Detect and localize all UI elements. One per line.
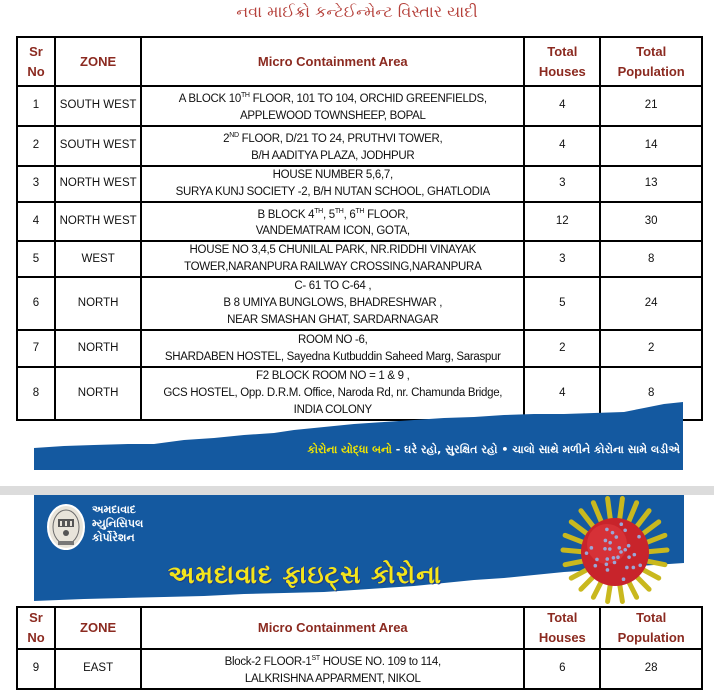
area-line: A BLOCK 10TH FLOOR, 101 TO 104, ORCHID GREENFIELDS, (178, 92, 487, 105)
virus-dot (612, 556, 616, 560)
org-line-3: કોર્પોરેશન (92, 531, 135, 544)
cell-zone: NORTH (55, 277, 141, 330)
table-row (17, 166, 702, 202)
table-row (17, 330, 702, 367)
virus-dot (608, 541, 612, 545)
table-row (17, 277, 702, 330)
virus-dot (605, 557, 609, 561)
cell-sr-no: 6 (17, 277, 55, 330)
header-area: Micro Containment Area (141, 37, 524, 86)
slogan-highlight: કોરોના યોદ્ધા બનો (307, 443, 392, 456)
table-row (17, 126, 702, 166)
cell-houses: 5 (524, 277, 600, 330)
cell-houses: 4 (524, 367, 600, 420)
header-population: Total Population (600, 37, 702, 86)
table-row (17, 649, 702, 689)
virus-dot (606, 568, 610, 572)
cell-sr-no: 2 (17, 126, 55, 166)
area-line: SURYA KUNJ SOCIETY -2, B/H NUTAN SCHOOL, GHATLODIA (175, 185, 490, 198)
virus-dot (593, 564, 597, 568)
table-row (17, 202, 702, 242)
area-line: NEAR SMASHAN GHAT, SARDARNAGAR (227, 314, 439, 327)
cell-zone: NORTH WEST (55, 202, 141, 242)
area-line: C- 61 TO C-64 , (294, 280, 372, 293)
table-header-row (17, 607, 702, 649)
area-line: HOUSE NO 3,4,5 CHUNILAL PARK, NR.RIDDHI VINAYAK (189, 244, 477, 257)
area-line: INDIA COLONY (293, 404, 372, 417)
virus-dot (627, 555, 631, 559)
slogan-rest: - ઘરે રહો, સુરક્ષિત રહો • ચાલો સાથે મળીને કોરોના સામે લડીએ (391, 443, 680, 456)
header-zone: ZONE (55, 37, 141, 86)
coronavirus-icon (555, 492, 675, 608)
cell-sr-no: 5 (17, 241, 55, 277)
page-title: નવા માઈક્રો કન્ટેઈન્મેન્ટ વિસ્તાર યાદી (236, 2, 478, 21)
slogan-text (140, 443, 680, 457)
amc-emblem-icon (46, 503, 86, 551)
virus-dot (619, 522, 623, 526)
cell-area (141, 126, 524, 166)
cell-population: 8 (600, 241, 702, 277)
table-row (17, 241, 702, 277)
virus-dot (585, 551, 589, 555)
virus-dot (632, 566, 636, 570)
area-line: ROOM NO -6, (298, 333, 368, 346)
area-line: SHARDABEN HOSTEL, Sayedna Kutbuddin Saheed Marg, Saraspur (164, 350, 501, 363)
virus-dot (608, 547, 612, 551)
virus-dot (603, 547, 607, 551)
cell-houses: 4 (524, 126, 600, 166)
cell-area (141, 649, 524, 689)
virus-dot (625, 566, 629, 570)
virus-dot (622, 577, 626, 581)
cell-population: 8 (600, 367, 702, 420)
virus-dot (638, 563, 642, 567)
cell-zone: NORTH WEST (55, 166, 141, 202)
virus-dot (611, 531, 615, 535)
cell-population: 2 (600, 330, 702, 367)
table-body (17, 86, 702, 420)
cell-sr-no: 3 (17, 166, 55, 202)
cell-population: 24 (600, 277, 702, 330)
virus-dot (617, 546, 621, 550)
cell-area (141, 241, 524, 277)
table-header-row (17, 37, 702, 86)
area-line: VANDEMATRAM ICON, GOTA, (255, 225, 410, 238)
cell-zone: SOUTH WEST (55, 126, 141, 166)
area-line: F2 BLOCK ROOM NO = 1 & 9 , (255, 370, 410, 383)
cell-sr-no: 4 (17, 202, 55, 242)
virus-dot (615, 535, 619, 539)
cell-zone: NORTH (55, 330, 141, 367)
cell-population: 30 (600, 202, 702, 242)
virus-dot (595, 558, 599, 562)
area-line: TOWER,NARANPURA RAILWAY CROSSING,NARANPURA (184, 261, 482, 274)
virus-dot (616, 555, 620, 559)
area-line: Block-2 FLOOR-1ST HOUSE NO. 109 to 114, (224, 655, 441, 668)
banner-headline: અમદાવાદ ફાઇટ્સ કોરોના (168, 560, 442, 589)
cell-sr-no: 9 (17, 649, 55, 689)
cell-population: 13 (600, 166, 702, 202)
header-zone: ZONE (55, 607, 141, 649)
virus-dot (605, 562, 609, 566)
virus-dot (627, 544, 631, 548)
cell-zone: EAST (55, 649, 141, 689)
slogan-banner (34, 400, 683, 470)
header-houses: Total Houses (524, 607, 600, 649)
cell-houses: 2 (524, 330, 600, 367)
org-line-1: અમદાવાદ (92, 503, 136, 516)
table-body (17, 649, 702, 689)
area-line: HOUSE NUMBER 5,6,7, (272, 168, 393, 181)
virus-dot (604, 539, 608, 543)
area-line: B/H AADITYA PLAZA, JODHPUR (251, 149, 415, 162)
virus-dot (605, 528, 609, 532)
containment-table (16, 36, 703, 421)
cell-area (141, 202, 524, 242)
area-line: B BLOCK 4TH, 5TH, 6TH FLOOR, (257, 207, 409, 221)
cell-sr-no: 8 (17, 367, 55, 420)
header-sr-no: Sr No (17, 37, 55, 86)
header-sr-no: Sr No (17, 607, 55, 649)
area-line: APPLEWOOD TOWNSHEEP, BOPAL (239, 109, 426, 122)
cell-population: 14 (600, 126, 702, 166)
cell-area (141, 86, 524, 126)
virus-dot (637, 535, 641, 539)
cell-houses: 3 (524, 166, 600, 202)
area-line: 2ND FLOOR, D/21 TO 24, PRUTHVI TOWER, (223, 131, 443, 145)
cell-area (141, 330, 524, 367)
cell-houses: 6 (524, 649, 600, 689)
area-line: B 8 UMIYA BUNGLOWS, BHADRESHWAR , (223, 297, 443, 310)
amc-org-name (92, 503, 143, 545)
area-line: GCS HOSTEL, Opp. D.R.M. Office, Naroda Rd, nr. Chamunda Bridge, (163, 387, 503, 400)
cell-population: 28 (600, 649, 702, 689)
cell-zone: SOUTH WEST (55, 86, 141, 126)
virus-dot (619, 550, 623, 554)
cell-zone: WEST (55, 241, 141, 277)
virus-dot (623, 528, 627, 532)
virus-dot (633, 553, 637, 557)
cell-houses: 3 (524, 241, 600, 277)
cell-sr-no: 1 (17, 86, 55, 126)
cell-zone: NORTH (55, 367, 141, 420)
header-area: Micro Containment Area (141, 607, 524, 649)
cell-houses: 4 (524, 86, 600, 126)
cell-area (141, 277, 524, 330)
cell-population: 21 (600, 86, 702, 126)
cell-area (141, 166, 524, 202)
table-row (17, 86, 702, 126)
header-houses: Total Houses (524, 37, 600, 86)
area-line: LALKRISHNA APPARMENT, NIKOL (244, 672, 421, 685)
cell-sr-no: 7 (17, 330, 55, 367)
header-population: Total Population (600, 607, 702, 649)
virus-dot (613, 561, 617, 565)
virus-dot (623, 548, 627, 552)
cell-houses: 12 (524, 202, 600, 242)
org-line-2: મ્યુનિસિપલ (92, 517, 144, 530)
virus-dot (590, 546, 594, 550)
containment-table-continued (16, 606, 703, 690)
